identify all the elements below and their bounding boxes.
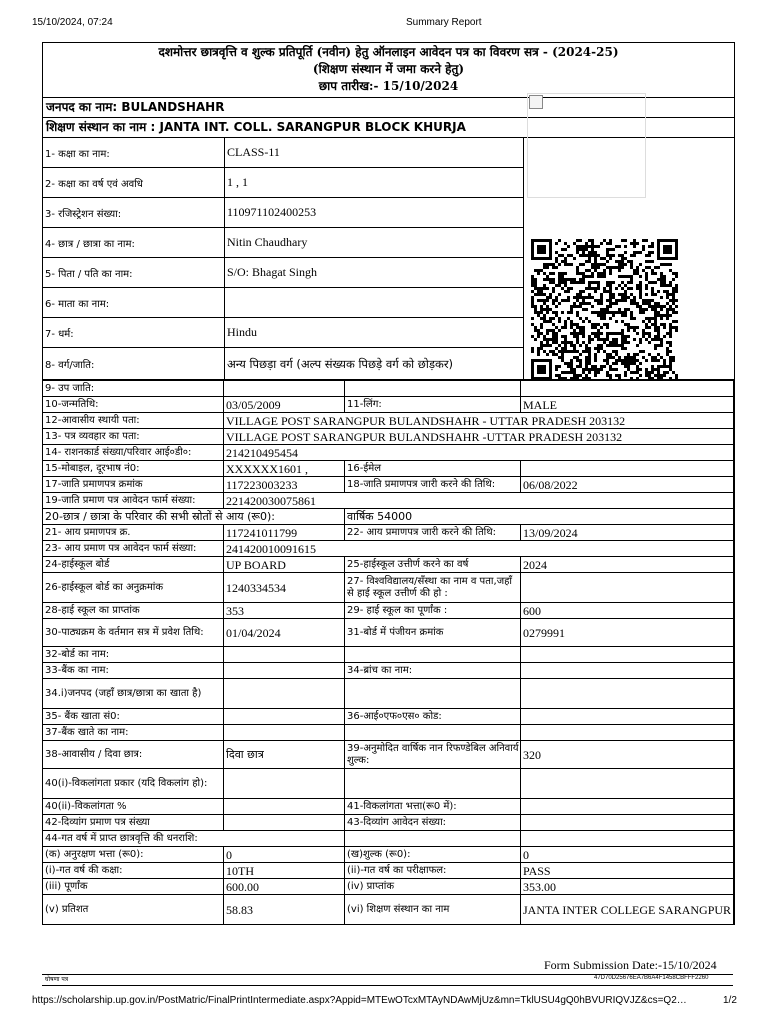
- field-value: [521, 831, 734, 847]
- field-value: [521, 769, 734, 799]
- field-label: (vi) शिक्षण संस्थान का नाम: [345, 895, 521, 925]
- declaration-label: घोषणा पत्र: [45, 976, 69, 983]
- field-value: [224, 725, 345, 741]
- broken-image-icon: [529, 95, 543, 109]
- field-label: 38-आवासीय / दिवा छात्र:: [43, 741, 224, 769]
- field-label: (v) प्रतिशत: [43, 895, 224, 925]
- table-row: [43, 741, 734, 769]
- table-row: [43, 381, 734, 397]
- field-label: 20-छात्र / छात्रा के परिवार की सभी स्रोतों से आय (रू0):: [43, 509, 345, 525]
- field-value: Nitin Chaudhary: [225, 228, 524, 258]
- table-row: [43, 619, 734, 647]
- district-name: जनपद का नाम: BULANDSHAHR: [43, 98, 734, 118]
- field-label: 31-बोर्ड में पंजीयन क्रमांक: [345, 619, 521, 647]
- field-label: 10-जन्मतिथि:: [43, 397, 224, 413]
- field-value: [521, 461, 734, 477]
- field-value: [224, 647, 345, 663]
- field-label: 41-विकलांगता भत्ता(रू0 में):: [345, 799, 521, 815]
- field-value: VILLAGE POST SARANGPUR BULANDSHAHR - UTTAR PRADESH 203132: [224, 413, 734, 429]
- report-subtitle: (शिक्षण संस्थान में जमा करने हेतु): [312, 62, 465, 76]
- field-label: 4- छात्र / छात्रा का नाम:: [43, 228, 225, 258]
- field-value: 241420010091615: [224, 541, 734, 557]
- table-row: [43, 769, 734, 799]
- field-value: [224, 663, 345, 679]
- field-value: 06/08/2022: [521, 477, 734, 493]
- field-label: (क) अनुरक्षण भत्ता (रू0):: [43, 847, 224, 863]
- field-value: 0: [224, 847, 345, 863]
- table-row: [43, 477, 734, 493]
- field-label: 36-आई०एफ०एस० कोड:: [345, 709, 521, 725]
- field-label: 43-दिव्यांग आवेदन संख्या:: [345, 815, 521, 831]
- table-row: [43, 288, 524, 318]
- field-value: [521, 381, 734, 397]
- table-row: [43, 815, 734, 831]
- field-label: 15-मोबाइल, दूरभाष नं0:: [43, 461, 224, 477]
- form-submission-date: Form Submission Date:-15/10/2024: [544, 958, 717, 972]
- table-row: [43, 525, 734, 541]
- field-value: 110971102400253: [225, 198, 524, 228]
- field-value: MALE: [521, 397, 734, 413]
- field-label: (ii)-गत वर्ष का परीक्षाफल:: [345, 863, 521, 879]
- field-label: 9- उप जाति:: [43, 381, 224, 397]
- table-row: [43, 429, 734, 445]
- table-row: [43, 863, 734, 879]
- table-row: [43, 258, 524, 288]
- field-value: JANTA INTER COLLEGE SARANGPUR: [521, 895, 734, 925]
- document-hash: 47D70D25676EA7B6A4F1458CBFFF2260: [594, 975, 709, 981]
- field-value: 10TH: [224, 863, 345, 879]
- field-label: 1- कक्षा का नाम:: [43, 138, 225, 168]
- table-row: [43, 895, 734, 925]
- field-label: 13- पत्र व्यवहार का पता:: [43, 429, 224, 445]
- field-label: (ख)शुल्क (रू0):: [345, 847, 521, 863]
- field-label: 39-अनुमोदित वार्षिक नान रिफण्डेबिल अनिवार्य शुल्क:: [345, 741, 521, 769]
- field-label: 29- हाई स्कूल का पूर्णांक :: [345, 603, 521, 619]
- field-value: 600.00: [224, 879, 345, 895]
- field-label: [345, 831, 521, 847]
- field-label: 26-हाईस्कूल बोर्ड का अनुक्रमांक: [43, 573, 224, 603]
- table-row: [43, 557, 734, 573]
- field-value: [224, 769, 345, 799]
- field-value: [521, 679, 734, 709]
- field-label: 25-हाईस्कूल उत्तीर्ण करने का वर्ष: [345, 557, 521, 573]
- field-value: 0: [521, 847, 734, 863]
- field-value: 58.83: [224, 895, 345, 925]
- field-value: 353: [224, 603, 345, 619]
- field-value: 353.00: [521, 879, 734, 895]
- field-value: 1 , 1: [225, 168, 524, 198]
- field-label: [345, 725, 521, 741]
- field-label: 30-पाठ्यक्रम के वर्तमान सत्र में प्रवेश तिथि:: [43, 619, 224, 647]
- field-value: [225, 288, 524, 318]
- field-label: 33-बैंक का नाम:: [43, 663, 224, 679]
- field-label: 23- आय प्रमाण पत्र आवेदन फार्म संख्या:: [43, 541, 224, 557]
- field-label: 17-जाति प्रमाणपत्र क्रमांक: [43, 477, 224, 493]
- table-row: [43, 725, 734, 741]
- table-row: [43, 679, 734, 709]
- field-value: PASS: [521, 863, 734, 879]
- field-value: [521, 799, 734, 815]
- field-value: अन्य पिछड़ा वर्ग (अल्प संख्यक पिछड़े वर्ग को छोड़कर): [225, 348, 524, 381]
- field-label: 7- धर्म:: [43, 318, 225, 348]
- field-value: [521, 573, 734, 603]
- field-value: XXXXXX1601 ,: [224, 461, 345, 477]
- field-value: [224, 799, 345, 815]
- field-label: 32-बोर्ड का नाम:: [43, 647, 224, 663]
- field-label: 2- कक्षा का वर्ष एवं अवधि: [43, 168, 225, 198]
- page-url: https://scholarship.up.gov.in/PostMatric/FinalPrintIntermediate.aspx?Appid=MTEwOTcxMTAyNDAwMjUz&mn=TklUSU4gQ0hBVURIQVJZ&cs=Q2…: [32, 995, 687, 1006]
- field-value: 221420030075861: [224, 493, 734, 509]
- table-row: [43, 709, 734, 725]
- table-row: [43, 847, 734, 863]
- field-value: UP BOARD: [224, 557, 345, 573]
- field-label: [345, 647, 521, 663]
- field-value: 1240334534: [224, 573, 345, 603]
- table-row: [43, 228, 524, 258]
- field-label: [345, 769, 521, 799]
- field-value: S/O: Bhagat Singh: [225, 258, 524, 288]
- table-row: [43, 879, 734, 895]
- table-row: [43, 831, 734, 847]
- field-label: [345, 679, 521, 709]
- student-photo: [527, 93, 646, 198]
- report-header: [43, 43, 734, 98]
- field-label: 16-ईमेल: [345, 461, 521, 477]
- field-label: (i)-गत वर्ष की कक्षा:: [43, 863, 224, 879]
- print-title: Summary Report: [406, 17, 482, 28]
- field-label: 5- पिता / पति का नाम:: [43, 258, 225, 288]
- details-table: [42, 380, 734, 925]
- field-value: [224, 381, 345, 397]
- field-label: (iv) प्राप्तांक: [345, 879, 521, 895]
- field-value: दिवा छात्र: [224, 741, 345, 769]
- field-value: 117223003233: [224, 477, 345, 493]
- field-label: 35- बैंक खाता सं0:: [43, 709, 224, 725]
- table-row: [43, 198, 524, 228]
- field-label: 44-गत वर्ष में प्राप्त छात्रवृत्ति की धनराशि:: [43, 831, 345, 847]
- field-value: [521, 815, 734, 831]
- field-label: 24-हाईस्कूल बोर्ड: [43, 557, 224, 573]
- table-row: [43, 445, 734, 461]
- table-row: [43, 138, 524, 168]
- field-label: 22- आय प्रमाणपत्र जारी करने की तिथि:: [345, 525, 521, 541]
- table-row: [43, 348, 524, 381]
- field-value: [224, 679, 345, 709]
- field-label: 14- राशनकार्ड संख्या/परिवार आई०डी०:: [43, 445, 224, 461]
- field-label: 28-हाई स्कूल का प्राप्तांक: [43, 603, 224, 619]
- field-label: 11-लिंग:: [345, 397, 521, 413]
- field-value: [224, 815, 345, 831]
- field-label: 40(ii)-विकलांगता %: [43, 799, 224, 815]
- table-row: [43, 573, 734, 603]
- table-row: [43, 168, 524, 198]
- table-row: [43, 509, 734, 525]
- field-value: 117241011799: [224, 525, 345, 541]
- field-label: 8- वर्ग/जाति:: [43, 348, 225, 381]
- field-value: 0279991: [521, 619, 734, 647]
- field-value: वार्षिक 54000: [345, 509, 734, 525]
- table-row: [43, 397, 734, 413]
- table-row: [43, 603, 734, 619]
- field-value: 2024: [521, 557, 734, 573]
- field-label: 21- आय प्रमाणपत्र क्र.: [43, 525, 224, 541]
- print-datetime: 15/10/2024, 07:24: [32, 17, 113, 28]
- field-label: 27- विश्वविद्यालय/सँस्था का नाम व पता,जहाँ से हाई स्कूल उत्तीर्ण की हो :: [345, 573, 521, 603]
- personal-info-table: [43, 138, 524, 380]
- field-value: 320: [521, 741, 734, 769]
- field-value: 01/04/2024: [224, 619, 345, 647]
- field-value: Hindu: [225, 318, 524, 348]
- field-label: (iii) पूर्णांक: [43, 879, 224, 895]
- field-value: 03/05/2009: [224, 397, 345, 413]
- field-value: [224, 709, 345, 725]
- field-value: 600: [521, 603, 734, 619]
- page-number: 1/2: [723, 995, 737, 1006]
- field-label: 40(i)-विकलांगता प्रकार (यदि विकलांग हो):: [43, 769, 224, 799]
- print-date: छाप तारीख:- 15/10/2024: [318, 79, 459, 93]
- field-label: 6- माता का नाम:: [43, 288, 225, 318]
- field-label: 34-ब्रांच का नाम:: [345, 663, 521, 679]
- field-label: 12-आवासीय स्थायी पता:: [43, 413, 224, 429]
- table-row: [43, 493, 734, 509]
- institution-name: शिक्षण संस्थान का नाम : JANTA INT. COLL. SARANGPUR BLOCK KHURJA: [43, 118, 734, 138]
- table-row: [43, 541, 734, 557]
- field-label: 42-दिव्यांग प्रमाण पत्र संख्या: [43, 815, 224, 831]
- table-row: [43, 461, 734, 477]
- field-value: [521, 647, 734, 663]
- field-label: 18-जाति प्रमाणपत्र जारी करने की तिथि:: [345, 477, 521, 493]
- report-title: दशमोत्तर छात्रवृत्ति व शुल्क प्रतिपूर्ति (नवीन) हेतु ऑनलाइन आवेदन पत्र का विवरण सत्र - (2024-25): [158, 45, 619, 59]
- field-value: 13/09/2024: [521, 525, 734, 541]
- field-value: CLASS-11: [225, 138, 524, 168]
- field-label: 19-जाति प्रमाण पत्र आवेदन फार्म संख्या:: [43, 493, 224, 509]
- field-value: 214210495454: [224, 445, 734, 461]
- field-value: [521, 663, 734, 679]
- field-value: [521, 709, 734, 725]
- field-label: [345, 381, 521, 397]
- table-row: [43, 318, 524, 348]
- field-label: 3- रजिस्ट्रेशन संख्या:: [43, 198, 225, 228]
- field-value: [521, 725, 734, 741]
- field-value: VILLAGE POST SARANGPUR BULANDSHAHR -UTTAR PRADESH 203132: [224, 429, 734, 445]
- field-label: 34.i)जनपद (जहाँ छात्र/छात्रा का खाता है): [43, 679, 224, 709]
- field-label: 37-बैंक खाते का नाम:: [43, 725, 224, 741]
- table-row: [43, 799, 734, 815]
- table-row: [43, 663, 734, 679]
- table-row: [43, 647, 734, 663]
- table-row: [43, 413, 734, 429]
- qr-code: [531, 239, 678, 380]
